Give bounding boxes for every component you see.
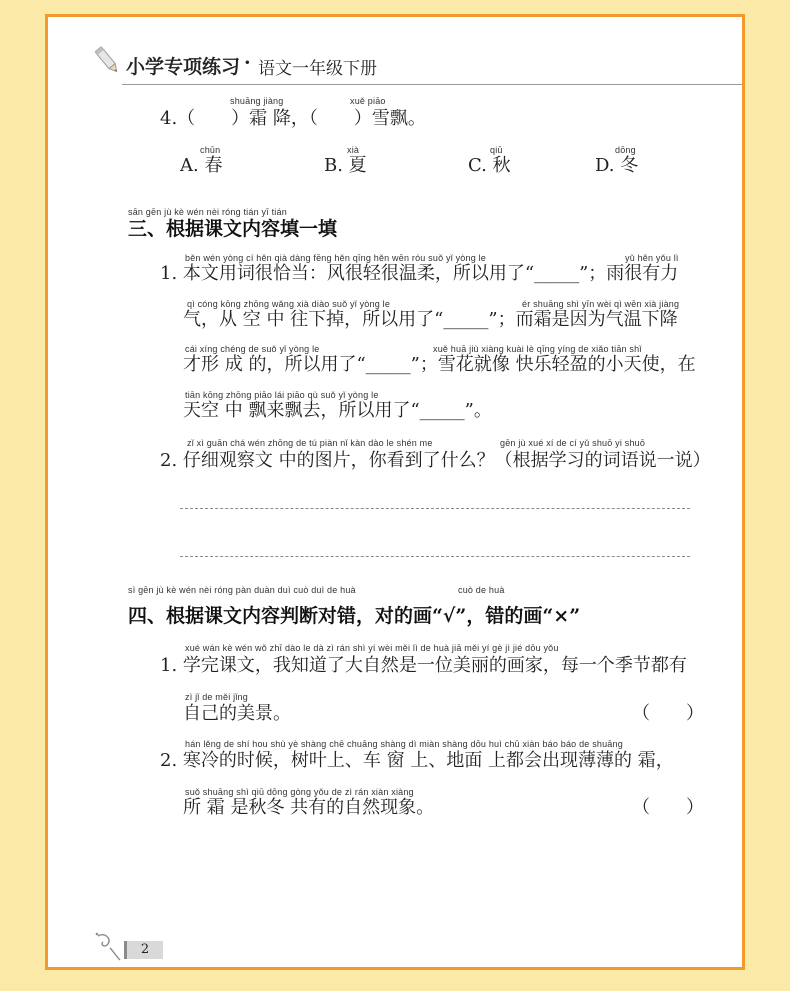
s3-item1-line3: 才形 成 的，所以用了“_____”；雪花就像 快乐轻盈的小天使，在	[183, 354, 696, 375]
option-c-pinyin: qiū	[490, 145, 503, 155]
s3-item2-pinyin: zǐ xì guān chá wén zhōng de tú piàn nǐ kàn dào le shén me	[187, 438, 433, 448]
s4-item2-line2: 所 霜 是秋冬 共有的自然现象。	[183, 797, 435, 818]
s3-item1-line1: 1. 本文用词很恰当：风很轻很温柔，所以用了“_____”；雨很有力	[160, 263, 679, 284]
s3-item1-line4: 天空 中 飘来飘去，所以用了“_____”。	[183, 400, 492, 421]
s4-item1-line2: 自己的美景。	[183, 703, 291, 724]
s4-item2-line2-pinyin: suǒ shuāng shì qiū dōng gòng yǒu de zì rán xiàn xiàng	[185, 787, 414, 797]
s4-item1-line1: 1. 学完课文，我知道了大自然是一位美丽的画家，每一个季节都有	[160, 655, 687, 676]
answer-line	[180, 508, 690, 509]
option-b-label: B. 夏	[324, 155, 367, 176]
page-frame	[45, 14, 745, 970]
s3-item1-line2-pinyin-right: ér shuāng shì yīn wèi qì wēn xià jiàng	[522, 299, 680, 309]
s4-item2-line1-pinyin: hán lěng de shí hou shù yè shàng chē chuāng shàng dì miàn shàng dōu huì chū xiàn báo báo de shuāng	[185, 739, 623, 749]
s3-item1-line3-pinyin: cái xíng chéng de suǒ yǐ yòng le	[185, 344, 320, 354]
s3-item1-line3-pinyin-right: xuě huā jiù xiàng kuài lè qīng yíng de xiǎo tiān shǐ	[433, 344, 642, 354]
s3-item1-line2: 气，从 空 中 往下掉，所以用了“_____”；而霜是因为气温下降	[183, 309, 678, 330]
q4-pinyin-2: xuě piāo	[350, 96, 386, 106]
s4-item1-answer-parentheses: （ ）	[632, 703, 704, 724]
s3-item1-line4-pinyin: tiān kōng zhōng piāo lái piāo qù suǒ yǐ yòng le	[185, 390, 379, 400]
section4-heading: 四、根据课文内容判断对错，对的画“√”，错的画“×”	[128, 605, 581, 627]
s4-item2-answer-parentheses: （ ）	[632, 797, 704, 818]
s4-item1-line1-pinyin: xué wán kè wén wǒ zhī dào le dà zì rán shì yí wèi měi lì de huà jiā měi yí gè jì jié dōu yǒu	[185, 643, 559, 653]
section3-heading: 三、根据课文内容填一填	[128, 218, 338, 240]
s3-item2-text: 2. 仔细观察文 中的图片，你看到了什么？（根据学习的词语说一说）	[160, 450, 711, 471]
option-c-label: C. 秋	[468, 155, 511, 176]
section4-heading-pinyin-right: cuò de huà	[458, 585, 505, 595]
q4-pinyin-1: shuāng jiàng	[230, 96, 284, 106]
section4-heading-pinyin: sì gēn jù kè wén nèi róng pàn duàn duì cuò duì de huà	[128, 585, 356, 595]
header-rule	[122, 84, 742, 85]
swirl-icon	[92, 928, 124, 962]
q4-text: 4.（ ）霜 降，（ ）雪飘。	[160, 108, 426, 129]
s4-item1-line2-pinyin: zì jǐ de měi jǐng	[185, 692, 248, 702]
s4-item2-line1: 2. 寒冷的时候，树叶上、车 窗 上、地面 上都会出现薄薄的 霜，	[160, 750, 674, 771]
option-b-pinyin: xià	[347, 145, 360, 155]
option-a-label: A. 春	[180, 155, 223, 176]
option-d-pinyin: dōng	[615, 145, 636, 155]
header-subtitle: 语文一年级下册	[258, 59, 377, 79]
s3-item1-line1-pinyin: běn wén yòng cí hěn qià dàng fēng hěn qīng hěn wēn róu suǒ yǐ yòng le	[185, 253, 487, 263]
header-title: 小学专项练习	[126, 56, 241, 78]
option-a-pinyin: chūn	[200, 145, 221, 155]
option-d-label: D. 冬	[595, 155, 639, 176]
s3-item1-line1-pinyin-right: yǔ hěn yǒu lì	[625, 253, 679, 263]
header-separator: ·	[244, 52, 251, 74]
s3-item2-pinyin-right: gēn jù xué xí de cí yǔ shuō yi shuō	[500, 438, 646, 448]
answer-line	[180, 556, 690, 557]
s3-item1-line2-pinyin: qì cóng kōng zhōng wǎng xià diào suǒ yǐ yòng le	[187, 299, 391, 309]
pencil-icon	[92, 42, 122, 78]
section3-heading-pinyin: sān gēn jù kè wén nèi róng tián yī tián	[128, 207, 287, 217]
page-number: 2	[124, 941, 163, 959]
